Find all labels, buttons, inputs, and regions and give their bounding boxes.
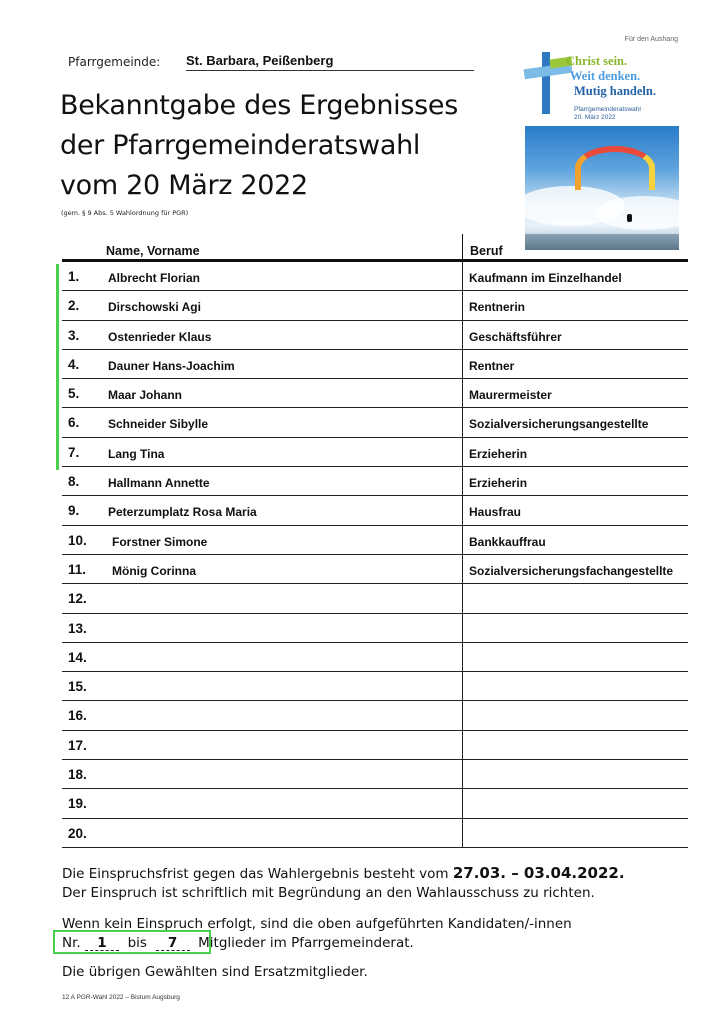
legal-subnote: (gem. § 9 Abs. 5 Wahlordnung für PGR): [61, 209, 189, 217]
objection-notice: [62, 864, 625, 903]
paraglider-photo: [525, 126, 679, 250]
nr-label: Nr.: [62, 935, 81, 951]
table-row: [62, 321, 688, 350]
table-header: [62, 234, 688, 262]
slogan-line: Mutig handeln.: [574, 84, 656, 98]
table-row: [62, 291, 688, 320]
table-row: [62, 467, 688, 496]
table-row: [62, 731, 688, 760]
table-row: [62, 408, 688, 437]
nr-to-field: 7: [156, 936, 190, 951]
row-number: 12.: [68, 591, 87, 607]
table-row: [62, 789, 688, 818]
header-name: Name, Vorname: [106, 244, 200, 258]
row-name: Ostenrieder Klaus: [108, 329, 212, 344]
row-beruf: Sozialversicherungsangestellte: [469, 417, 649, 432]
table-row: [62, 672, 688, 701]
members-text: Mitglieder im Pfarrgemeinderat.: [198, 935, 414, 951]
row-name: Forstner Simone: [112, 534, 208, 549]
row-name: Dauner Hans-Joachim: [108, 358, 235, 373]
row-number: 6.: [68, 415, 80, 431]
row-number: 13.: [68, 620, 87, 636]
page-footer: 12 A PGR-Wahl 2022 – Bistum Augsburg: [62, 994, 180, 1001]
parish-field: [68, 54, 474, 72]
row-number: 3.: [68, 327, 80, 343]
row-name: Hallmann Annette: [108, 476, 210, 491]
results-table: [62, 234, 688, 848]
row-beruf: Geschäftsführer: [469, 329, 562, 344]
row-number: 4.: [68, 356, 80, 372]
table-row: [62, 643, 688, 672]
table-row: [62, 262, 688, 291]
row-number: 17.: [68, 737, 87, 753]
title-line: der Pfarrgemeinderatswahl: [60, 130, 421, 161]
table-row: [62, 760, 688, 789]
table-row: [62, 555, 688, 584]
row-beruf: Rentner: [469, 358, 515, 373]
table-row: [62, 614, 688, 643]
table-row: [62, 584, 688, 613]
table-row: [62, 379, 688, 408]
table-row: [62, 350, 688, 379]
objection-dates: 27.03. – 03.04.2022.: [452, 864, 625, 882]
title-line: vom 20 März 2022: [60, 170, 308, 201]
row-number: 9.: [68, 503, 80, 519]
row-beruf: Erzieherin: [469, 476, 528, 491]
row-beruf: Erzieherin: [469, 446, 528, 461]
row-number: 7.: [68, 444, 80, 460]
objection-text: Die Einspruchsfrist gegen das Wahlergebnis besteht vom: [62, 866, 449, 882]
row-name: Mönig Corinna: [112, 563, 196, 578]
table-row: [62, 438, 688, 467]
row-beruf: Sozialversicherungsfachangestellte: [469, 563, 674, 578]
row-name: Lang Tina: [108, 446, 165, 461]
nr-highlight: [53, 930, 211, 954]
table-row: [62, 819, 688, 848]
table-row: [62, 701, 688, 730]
page-title: [60, 86, 458, 206]
parish-label: Pfarrgemeinde:: [68, 55, 161, 69]
elected-marker: [56, 264, 59, 470]
nr-from-field: 1: [85, 936, 119, 951]
row-beruf: Rentnerin: [469, 300, 526, 315]
logo-slogan: [566, 54, 656, 99]
table-row: [62, 496, 688, 525]
row-number: 15.: [68, 679, 87, 695]
row-number: 8.: [68, 474, 80, 490]
row-number: 14.: [68, 649, 87, 665]
logo-sub-line: 20. März 2022: [574, 114, 616, 121]
row-number: 19.: [68, 796, 87, 812]
header-beruf: Beruf: [470, 244, 503, 258]
elected-text: Wenn kein Einspruch erfolgt, sind die oben aufgeführten Kandidaten/-innen: [62, 916, 572, 932]
row-name: Dirschowski Agi: [108, 300, 201, 315]
row-number: 18.: [68, 767, 87, 783]
row-number: 5.: [68, 386, 80, 402]
row-beruf: Maurermeister: [469, 388, 552, 403]
row-number: 11.: [68, 561, 87, 577]
objection-procedure: Der Einspruch ist schriftlich mit Begründung an den Wahlausschuss zu richten.: [62, 885, 595, 901]
row-number: 1.: [68, 269, 80, 284]
logo-sub-line: Pfarrgemeinderatswahl: [574, 106, 641, 113]
bis-label: bis: [127, 935, 147, 951]
row-number: 10.: [68, 532, 87, 548]
logo-subtitle: [574, 106, 641, 122]
table-row: [62, 526, 688, 555]
substitute-notice: Die übrigen Gewählten sind Ersatzmitglieder.: [62, 964, 368, 980]
election-logo: [522, 44, 682, 250]
row-number: 16.: [68, 708, 87, 724]
row-number: 2.: [68, 298, 80, 314]
top-note: Für den Aushang: [624, 36, 678, 43]
title-line: Bekanntgabe des Ergebnisses: [60, 90, 458, 121]
row-name: Peterzumplatz Rosa Maria: [108, 505, 257, 520]
row-beruf: Kaufmann im Einzelhandel: [469, 271, 622, 285]
slogan-line: Weit denken.: [570, 69, 641, 83]
row-name: Albrecht Florian: [108, 271, 201, 285]
row-beruf: Bankkauffrau: [469, 534, 546, 549]
row-beruf: Hausfrau: [469, 505, 522, 520]
row-number: 20.: [68, 825, 87, 841]
row-name: Maar Johann: [108, 388, 183, 403]
row-name: Schneider Sibylle: [108, 417, 209, 432]
slogan-line: Christ sein.: [566, 54, 628, 68]
parish-value: St. Barbara, Peißenberg: [186, 53, 474, 71]
